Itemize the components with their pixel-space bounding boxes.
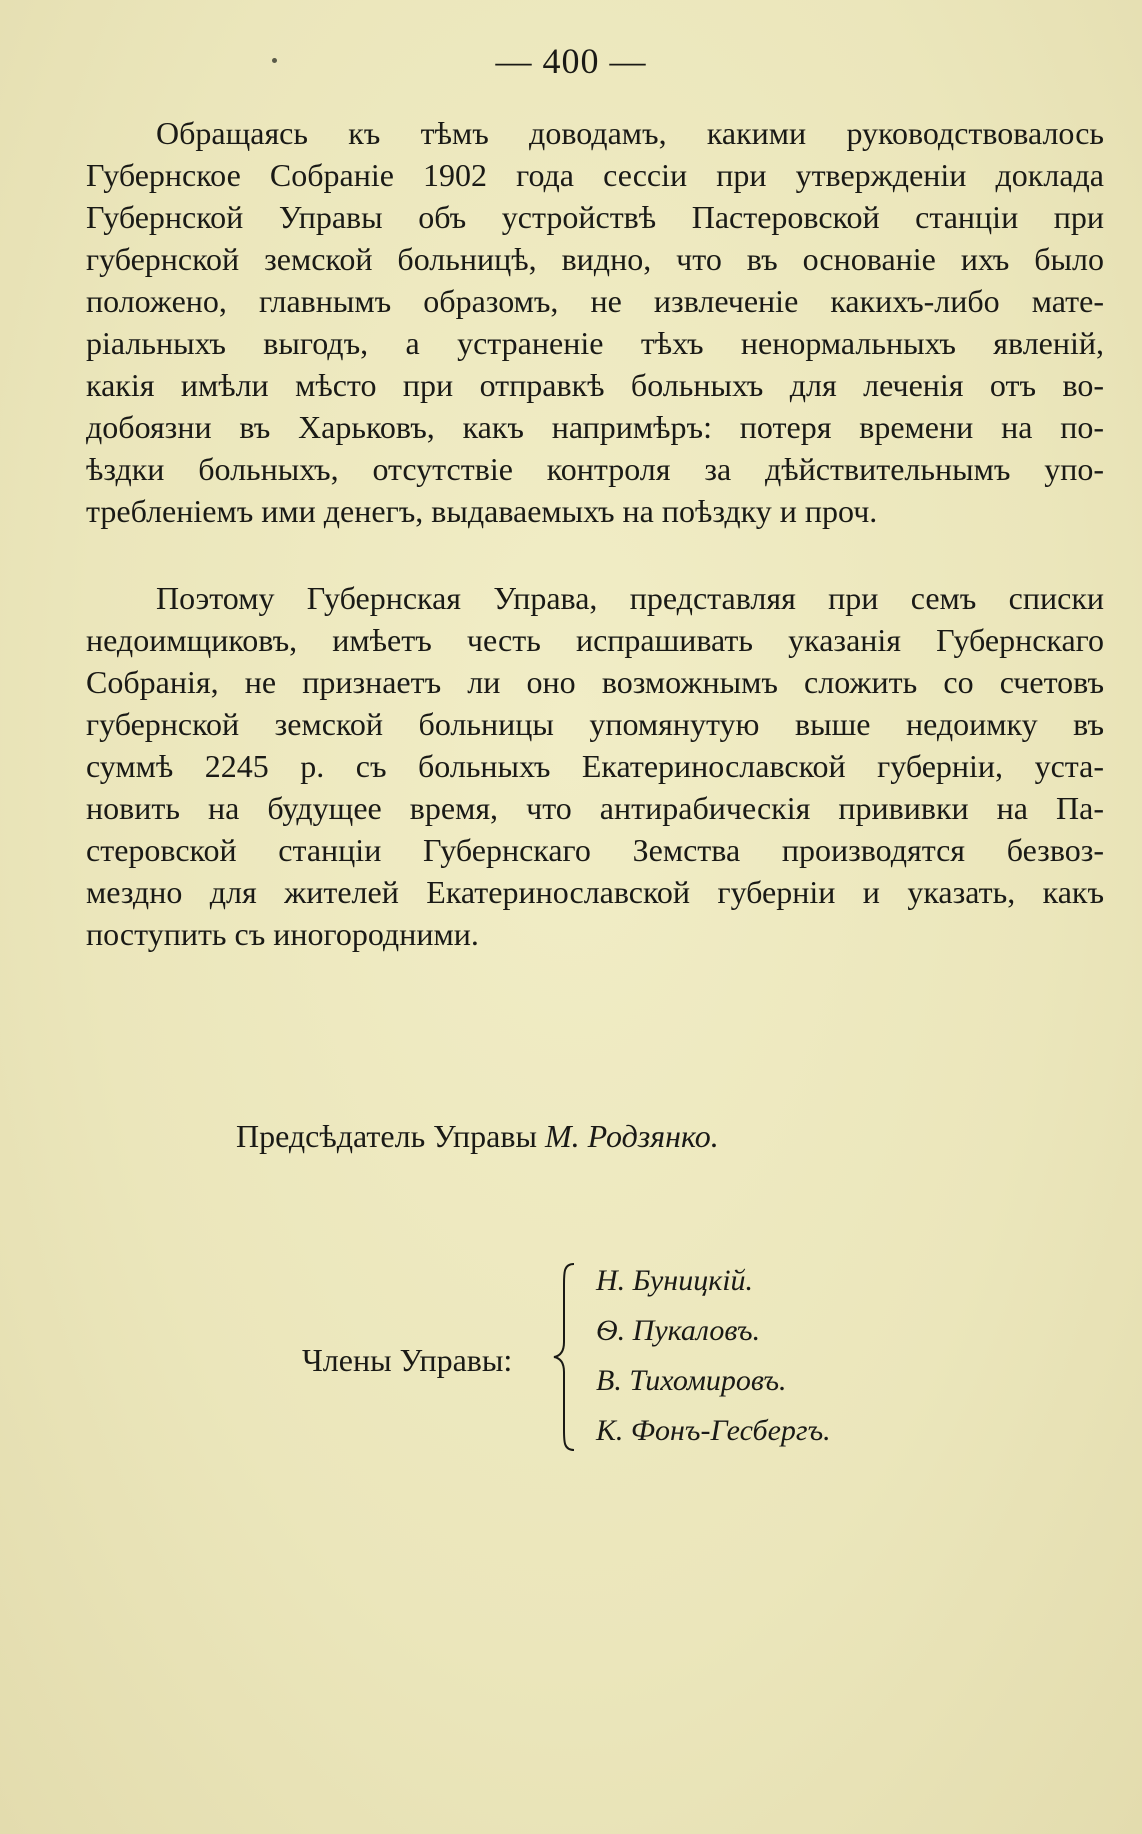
chairman-name: М. Родзянко. bbox=[544, 1118, 719, 1154]
text-line: Поэтому Губернская Управа, представляя при семъ списки bbox=[156, 580, 1104, 616]
paragraph-1 bbox=[86, 112, 1104, 532]
text-line: мездно для жителей Екатеринославской губерніи и указать, какъ bbox=[86, 874, 1104, 910]
text-line: суммѣ 2245 р. съ больныхъ Екатеринославской губерніи, уста- bbox=[86, 748, 1104, 784]
text-line: недоимщиковъ, имѣетъ честь испрашивать указанія Губернскаго bbox=[86, 622, 1104, 658]
text-line: положено, главнымъ образомъ, не извлеченіе какихъ-либо мате- bbox=[86, 283, 1104, 319]
text-line: стеровской станціи Губернскаго Земства производятся безвоз- bbox=[86, 832, 1104, 868]
member-name: В. Тихомировъ. bbox=[596, 1364, 787, 1397]
text-line: губернской земской больницы упомянутую выше недоимку въ bbox=[86, 706, 1104, 742]
text-line: Собранія, не признаетъ ли оно возможнымъ сложить со счетовъ bbox=[86, 664, 1104, 700]
text-line: требленіемъ ими денегъ, выдаваемыхъ на поѣздку и проч. bbox=[86, 493, 878, 529]
text-line: какія имѣли мѣсто при отправкѣ больныхъ для леченія отъ во- bbox=[86, 367, 1104, 403]
text-line: Обращаясь къ тѣмъ доводамъ, какими руководствовалось bbox=[156, 115, 1104, 151]
text-line: Губернское Собраніе 1902 года сессіи при утвержденіи доклада bbox=[86, 157, 1104, 193]
text-line: добоязни въ Харьковъ, какъ напримѣръ: потеря времени на по- bbox=[86, 409, 1104, 445]
text-line: губернской земской больницѣ, видно, что въ основаніе ихъ было bbox=[86, 241, 1104, 277]
members-label: Члены Управы: bbox=[302, 1342, 513, 1378]
member-name: Ѳ. Пукаловъ. bbox=[596, 1314, 761, 1347]
text-line: Губернской Управы объ устройствѣ Пастеровской станціи при bbox=[86, 199, 1104, 235]
curly-brace bbox=[552, 1262, 578, 1452]
member-name: К. Фонъ-Гесбергъ. bbox=[596, 1414, 831, 1447]
text-line: поступить съ иногородними. bbox=[86, 916, 479, 952]
member-name: Н. Буницкій. bbox=[596, 1264, 754, 1297]
text-line: ріальныхъ выгодъ, а устраненіе тѣхъ ненормальныхъ явленій, bbox=[86, 325, 1104, 361]
text-line: новить на будущее время, что антирабическія прививки на Па- bbox=[86, 790, 1104, 826]
text-line: ѣздки больныхъ, отсутствіе контроля за дѣйствительнымъ упо- bbox=[86, 451, 1104, 487]
page-number: — 400 — bbox=[495, 41, 647, 81]
chairman-signature bbox=[236, 1118, 719, 1155]
paragraph-2 bbox=[86, 577, 1104, 955]
chairman-title: Предсѣдатель Управы bbox=[236, 1118, 537, 1154]
